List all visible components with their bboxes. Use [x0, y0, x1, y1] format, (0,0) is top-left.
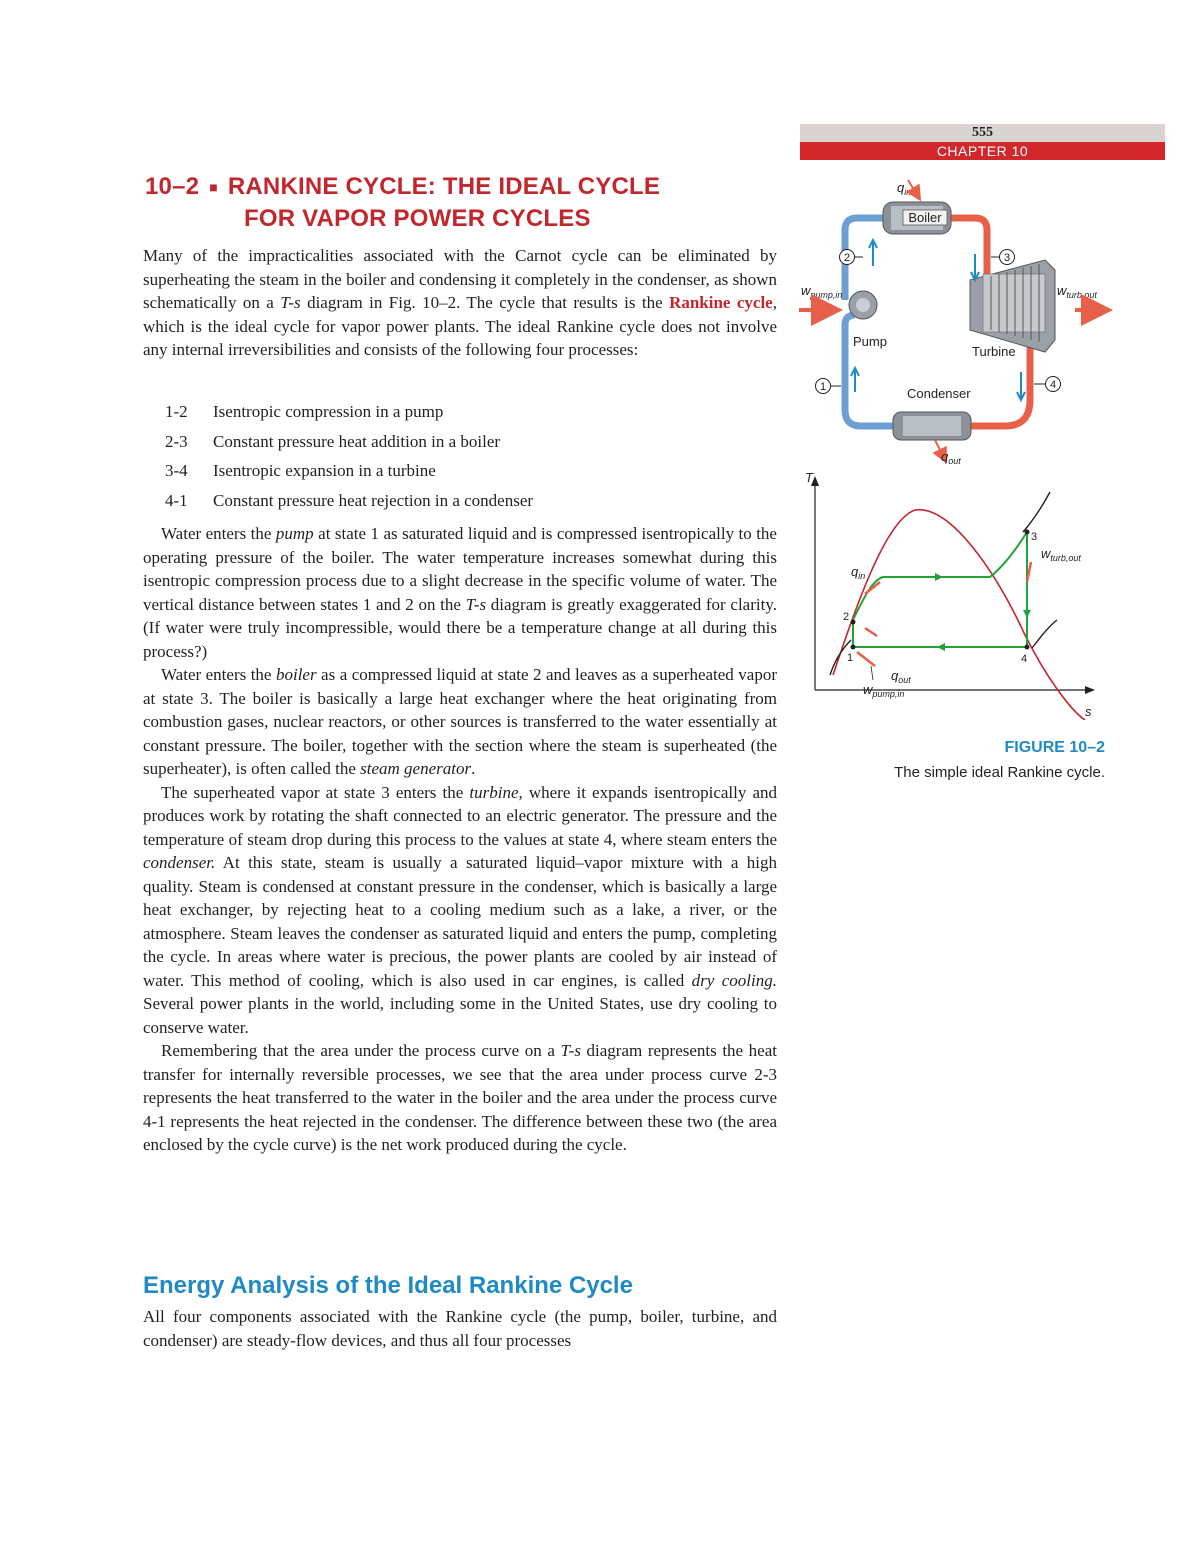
state-2-marker [840, 250, 864, 265]
para-area: Remembering that the area under the process curve on a T-s diagram represents the heat transfer for internally reversible processes, we see that the area under process curve 2-3 represents the heat transferred to the water in the boiler and the area under the process curve 4-1 represents the heat rejected in the condenser. The difference between these two (the area enclosed by the cycle curve) is the net work produced during the cycle. [143, 1041, 777, 1154]
section-title [145, 171, 785, 234]
q-out-arrow [857, 652, 875, 666]
section-title-line1: RANKINE CYCLE: THE IDEAL CYCLE [227, 173, 661, 200]
s-axis-arrow-icon [1085, 686, 1095, 694]
list-item: 3-4 Isentropic expansion in a turbine [165, 461, 436, 481]
intro-paragraph [143, 244, 777, 362]
figure-caption: The simple ideal Rankine cycle. [894, 764, 1105, 781]
main-body [143, 522, 777, 1157]
intro-text-3: , which is the ideal cycle for vapor power plants. The ideal Rankine cycle does not involve any internal irreversibilities and consists of the following four processes: [143, 293, 777, 359]
q-out-label: $q_{out}$ [941, 449, 961, 466]
bullet-icon: ■ [209, 179, 218, 196]
svg-text:4: 4 [1049, 379, 1057, 391]
point-3-label: 3 [1031, 531, 1038, 543]
ts-w-pump-label: $w_{pump,in}$ [863, 682, 905, 699]
flow-arrow-icon [869, 240, 877, 266]
chapter-label: CHAPTER 10 [800, 142, 1165, 160]
point-1-label: 1 [847, 652, 854, 664]
condenser [893, 412, 971, 440]
svg-text:3: 3 [1003, 252, 1011, 264]
list-item: 2-3 Constant pressure heat addition in a boiler [165, 431, 501, 451]
point-4-label: 4 [1021, 653, 1028, 665]
q-in-label: $q_{in}$ [897, 180, 912, 197]
list-item: 4-1 Constant pressure heat rejection in a condenser [165, 490, 534, 510]
pump [849, 291, 877, 319]
intro-ts: T-s [280, 293, 301, 312]
list-item: 1-2 Isentropic compression in a pump [165, 402, 444, 421]
cycle-arrow-icon [935, 573, 943, 581]
pump-label: Pump [853, 334, 887, 349]
para-boiler: Water enters the boiler as a compressed liquid at state 2 and leaves as a superheated vapor at state 3. The boiler is basically a large heat exchanger where the heat originating from combustion gases, nuclear reactors, or other sources is transferred to the water essentially at constant pressure. The boiler, together with the section where the steam is superheated (the superheater), is often called the steam generator. [143, 665, 777, 778]
state-4-marker [1034, 377, 1061, 392]
point-3 [1025, 530, 1030, 535]
point-4 [1025, 645, 1030, 650]
point-1 [851, 645, 856, 650]
boiler [883, 202, 951, 234]
flow-arrow-icon [851, 368, 859, 392]
intro-text-1: Many of the impracticalities associated with the Carnot cycle can be eliminated by superheating the steam in the boiler and condensing it completely in the condenser, as shown schematically on a [143, 246, 777, 312]
ts-w-turb-label: $w_{turb,out}$ [1041, 546, 1081, 563]
subsection-title: Energy Analysis of the Ideal Rankine Cycle [143, 1272, 633, 1299]
w-pump-in-label: $w_{pump,in}$ [801, 283, 843, 300]
cycle-arrow-icon [1023, 610, 1031, 618]
process-list [165, 397, 533, 515]
para-pump: Water enters the pump at state 1 as saturated liquid and is compressed isentropically to the operating pressure of the boiler. The water temperature increases somewhat during this isentropic compression process due to a slight decrease in the specific volume of water. The vertical distance between states 1 and 2 on the T-s diagram is greatly exaggerated for clarity. (If water were truly incompressible, would there be a temperature change at all during this process?) [143, 524, 777, 661]
cold-pipe-lower [845, 315, 895, 426]
state-1-marker [816, 379, 842, 394]
point-2-label: 2 [843, 611, 850, 623]
rankine-schematic [795, 170, 1175, 480]
section-number: 10–2 [145, 173, 200, 200]
t-axis-label: T [805, 470, 813, 485]
svg-text:2: 2 [843, 252, 851, 264]
leader-line [871, 666, 873, 680]
cycle-arrow-icon [937, 643, 945, 651]
hot-pipe [950, 218, 987, 280]
turbine-label: Turbine [972, 344, 1016, 359]
ts-diagram [795, 470, 1105, 720]
para-turbine: The superheated vapor at state 3 enters the turbine, where it expands isentropically and produces work by rotating the shaft connected to an electric generator. The pressure and the temperature of steam drop during this process to the values at state 4, where steam enters the condenser. At this state, steam is usually a saturated liquid–vapor mixture with a high quality. Steam is condensed at constant pressure in the condenser, which is basically a large heat exchanger, by rejecting heat to a cooling medium such as a lake, a river, or the atmosphere. Steam leaves the condenser as saturated liquid and enters the pump, completing the cycle. In areas where water is precious, the power plants are cooled by air instead of water. This method of cooling, which is also used in car engines, is called dry cooling. Several power plants in the world, including some in the United States, use dry cooling to conserve water. [143, 782, 777, 1037]
turbine [970, 260, 1055, 352]
intro-text-2: diagram in Fig. 10–2. The cycle that results is the [300, 293, 670, 312]
point-2 [851, 620, 856, 625]
isobar-high [1023, 492, 1050, 532]
state-3-marker [991, 250, 1015, 265]
figure-label: FIGURE 10–2 [1004, 739, 1105, 756]
ts-q-out-label: $q_{out}$ [891, 668, 911, 685]
ts-q-in-label: $q_{in}$ [851, 564, 866, 581]
flow-arrow-icon [971, 254, 979, 280]
section-title-line2: FOR VAPOR POWER CYCLES [244, 205, 591, 233]
key-term-rankine: Rankine cycle [669, 293, 773, 312]
svg-text:1: 1 [819, 381, 827, 393]
svg-text:Boiler: Boiler [908, 210, 942, 225]
isobar-right [1032, 620, 1057, 648]
s-axis-label: s [1085, 704, 1092, 719]
subsection-text: All four components associated with the Rankine cycle (the pump, boiler, turbine, and condenser) are steady-flow devices, and thus all four processes [143, 1307, 777, 1350]
flow-arrow-icon [1017, 372, 1025, 400]
w-turb-out-label: $w_{turb,out}$ [1057, 283, 1097, 300]
page-number: 555 [800, 124, 1165, 142]
condenser-label: Condenser [907, 386, 971, 401]
w-pump-arrow [865, 628, 877, 636]
